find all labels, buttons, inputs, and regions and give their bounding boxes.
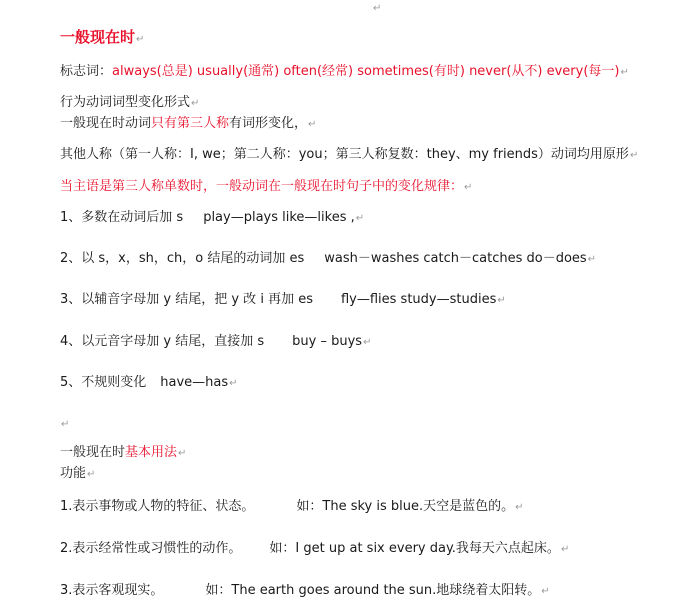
paragraph-mark: ↵ bbox=[587, 254, 597, 265]
rule-item bbox=[60, 292, 506, 309]
usage-example: 如：I get up at six every day.我每天六点起床。 bbox=[269, 541, 560, 556]
paragraph-mark: ↵ bbox=[229, 378, 238, 389]
paragraph-mark: ↵ bbox=[497, 295, 506, 306]
paragraph-mark: ↵ bbox=[363, 337, 372, 348]
paragraph-mark: ↵ bbox=[515, 502, 524, 513]
third-person-rule-line bbox=[60, 179, 472, 196]
paragraph-mark: ↵ bbox=[308, 119, 317, 130]
title-line bbox=[60, 29, 144, 48]
usage-heading-before: 一般现在时 bbox=[60, 445, 126, 460]
rule-item bbox=[60, 210, 364, 227]
usage-heading-highlight: 基本用法 bbox=[125, 445, 178, 460]
signal-words: always(总是) usually(通常) often(经常) sometimes(有时) never(从不) every(每一) bbox=[112, 64, 620, 79]
rule-item bbox=[60, 251, 596, 268]
paragraph-mark: ↵ bbox=[355, 213, 365, 224]
usage-example: 如：The earth goes around the sun.地球绕着太阳转。 bbox=[205, 583, 541, 598]
rule-text: 2、以 s，x，sh，ch，o 结尾的动词加 es bbox=[60, 251, 305, 266]
rule-item bbox=[60, 334, 371, 351]
usage-item bbox=[60, 583, 550, 600]
paragraph-mark: ↵ bbox=[464, 182, 473, 193]
usage-text: 3.表示客观现实。 bbox=[60, 583, 164, 598]
usage-text: 1.表示事物或人物的特征、状态。 bbox=[60, 499, 255, 514]
function-label: 功能 bbox=[60, 466, 87, 481]
usage-item bbox=[60, 499, 524, 516]
rule-intro-line bbox=[60, 116, 316, 133]
rule-examples: buy – buys bbox=[292, 334, 363, 349]
rule-examples: play—plays like—likes , bbox=[203, 210, 355, 225]
paragraph-mark: ↵ bbox=[560, 544, 570, 555]
rule-text: 5、不规则变化 bbox=[60, 375, 147, 390]
verb-forms-heading-text: 行为动词词型变化形式 bbox=[60, 95, 191, 110]
rule-text: 1、多数在动词后加 s bbox=[60, 210, 184, 225]
third-person-rule-text: 当主语是第三人称单数时，一般动词在一般现在时句子中的变化规律： bbox=[60, 179, 464, 194]
paragraph-mark: ↵ bbox=[620, 67, 629, 78]
rule-examples: fly—flies study—studies bbox=[340, 292, 497, 307]
signal-words-line bbox=[60, 64, 629, 81]
rule-examples: wash－washes catch－catches do－does bbox=[324, 251, 587, 266]
rule-text: 3、以辅音字母加 y 结尾，把 y 改 i 再加 es bbox=[60, 292, 313, 307]
paragraph-mark: ↵ bbox=[373, 3, 382, 14]
paragraph-mark: ↵ bbox=[87, 469, 96, 480]
rule-intro-highlight: 只有第三人称 bbox=[151, 116, 230, 131]
page-title: 一般现在时 bbox=[60, 28, 136, 46]
paragraph-mark: ↵ bbox=[178, 448, 187, 459]
usage-heading bbox=[60, 445, 186, 462]
rule-examples: have—has bbox=[160, 375, 229, 390]
rule-intro-after: 有词形变化， bbox=[229, 116, 308, 131]
function-label-line bbox=[60, 466, 95, 483]
usage-item bbox=[60, 541, 569, 558]
paragraph-mark: ↵ bbox=[136, 34, 145, 45]
rule-item bbox=[60, 375, 238, 392]
paragraph-mark: ↵ bbox=[61, 419, 70, 430]
paragraph-mark: ↵ bbox=[541, 586, 550, 597]
usage-example: 如：The sky is blue.天空是蓝色的。 bbox=[296, 499, 515, 514]
other-persons-text: 其他人称（第一人称：I, we；第二人称：you；第三人称复数：they、my friends）动词均用原形 bbox=[60, 147, 629, 162]
signal-label: 标志词： bbox=[60, 64, 113, 79]
paragraph-mark: ↵ bbox=[191, 98, 200, 109]
rule-text: 4、以元音字母加 y 结尾，直接加 s bbox=[60, 334, 265, 349]
empty-paragraph bbox=[60, 416, 69, 433]
other-persons-line bbox=[60, 147, 638, 164]
rule-intro-before: 一般现在时动词 bbox=[60, 116, 152, 131]
verb-forms-heading bbox=[60, 95, 199, 112]
usage-text: 2.表示经常性或习惯性的动作。 bbox=[60, 541, 242, 556]
paragraph-mark: ↵ bbox=[629, 150, 639, 161]
